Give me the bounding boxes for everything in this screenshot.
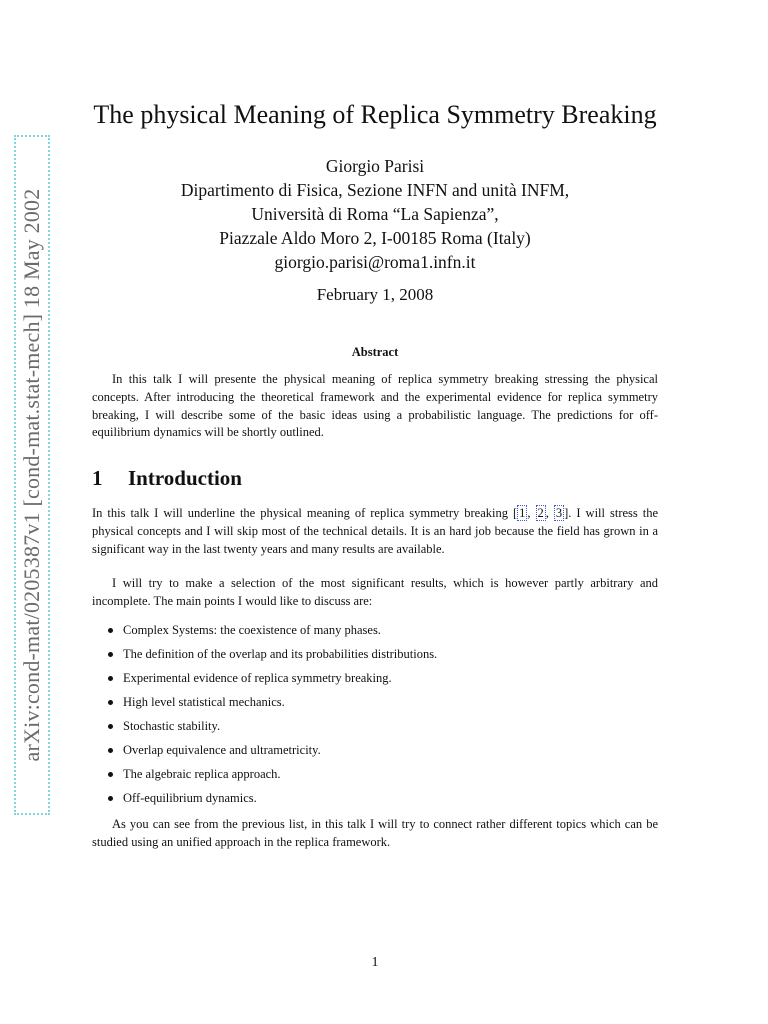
intro-paragraph-1: In this talk I will underline the physical meaning of replica symmetry breaking [ 1 , 2 , 3 ]. I will stress the physical concepts and I will skip most of the technical details. It is an hard job because the field has grown in a significant way in the last twenty years and many results are available. xyxy=(92,506,659,556)
section-heading-introduction xyxy=(92,466,658,491)
topics-list xyxy=(92,620,658,812)
author-address: Piazzale Aldo Moro 2, I-00185 Roma (Italy) xyxy=(219,228,531,248)
list-item: Overlap equivalence and ultrametricity. xyxy=(92,740,658,764)
list-item: High level statistical mechanics. xyxy=(92,692,658,716)
citation-link-1[interactable]: 1 xyxy=(519,506,526,520)
page-number: 1 xyxy=(371,955,379,970)
author-block xyxy=(92,154,658,274)
intro-paragraph-1-start: In this talk I will underline the physical meaning of replica symmetry breaking [ xyxy=(92,506,518,520)
list-item: The algebraic replica approach. xyxy=(92,764,658,788)
list-item: Complex Systems: the coexistence of many phases. xyxy=(92,620,658,644)
arxiv-identifier-stamp[interactable] xyxy=(14,135,50,815)
author-affiliation-department: Dipartimento di Fisica, Sezione INFN and unità INFM, xyxy=(180,180,570,200)
citation-link-2[interactable]: 2 xyxy=(537,506,544,520)
intro-paragraph-3: As you can see from the previous list, in this talk I will try to connect rather different topics which can be studied using an unified approach in the replica framework. xyxy=(92,817,658,849)
author-email: giorgio.parisi@roma1.infn.it xyxy=(274,252,476,272)
citation-link-3[interactable]: 3 xyxy=(555,506,563,520)
paper-date: February 1, 2008 xyxy=(316,285,434,304)
list-item: Off-equilibrium dynamics. xyxy=(92,788,658,812)
abstract-body: In this talk I will presente the physical meaning of replica symmetry breaking stressing the physical concepts. After introducing the theoretical framework and the experimental evidence for replica symmetry breaking, I will describe some of the basic ideas using a probabilistic language. The predictions for off-equilibrium dynamics will be shortly outlined. xyxy=(92,372,658,440)
intro-paragraph-1-end: ]. I will stress the physical concepts and I will skip most of the technical details. It is an hard job because the field has grown in a significant way in the last twenty years and many results are available. xyxy=(92,506,659,556)
section-number: 1 xyxy=(92,466,103,490)
list-item: Stochastic stability. xyxy=(92,716,658,740)
author-affiliation-university: Università di Roma “La Sapienza”, xyxy=(251,204,499,224)
author-name: Giorgio Parisi xyxy=(325,156,425,176)
section-title: Introduction xyxy=(128,466,242,490)
list-item: The definition of the overlap and its probabilities distributions. xyxy=(92,644,658,668)
abstract-heading: Abstract xyxy=(351,345,399,359)
list-item: Experimental evidence of replica symmetry breaking. xyxy=(92,668,658,692)
paper-title: The physical Meaning of Replica Symmetry Breaking xyxy=(93,100,657,129)
intro-paragraph-2: I will try to make a selection of the most significant results, which is however partly arbitrary and incomplete. The main points I would like to discuss are: xyxy=(92,576,658,608)
arxiv-stamp-text: arXiv:cond-mat/0205387v1 [cond-mat.stat-mech] 18 May 2002 xyxy=(19,188,44,762)
